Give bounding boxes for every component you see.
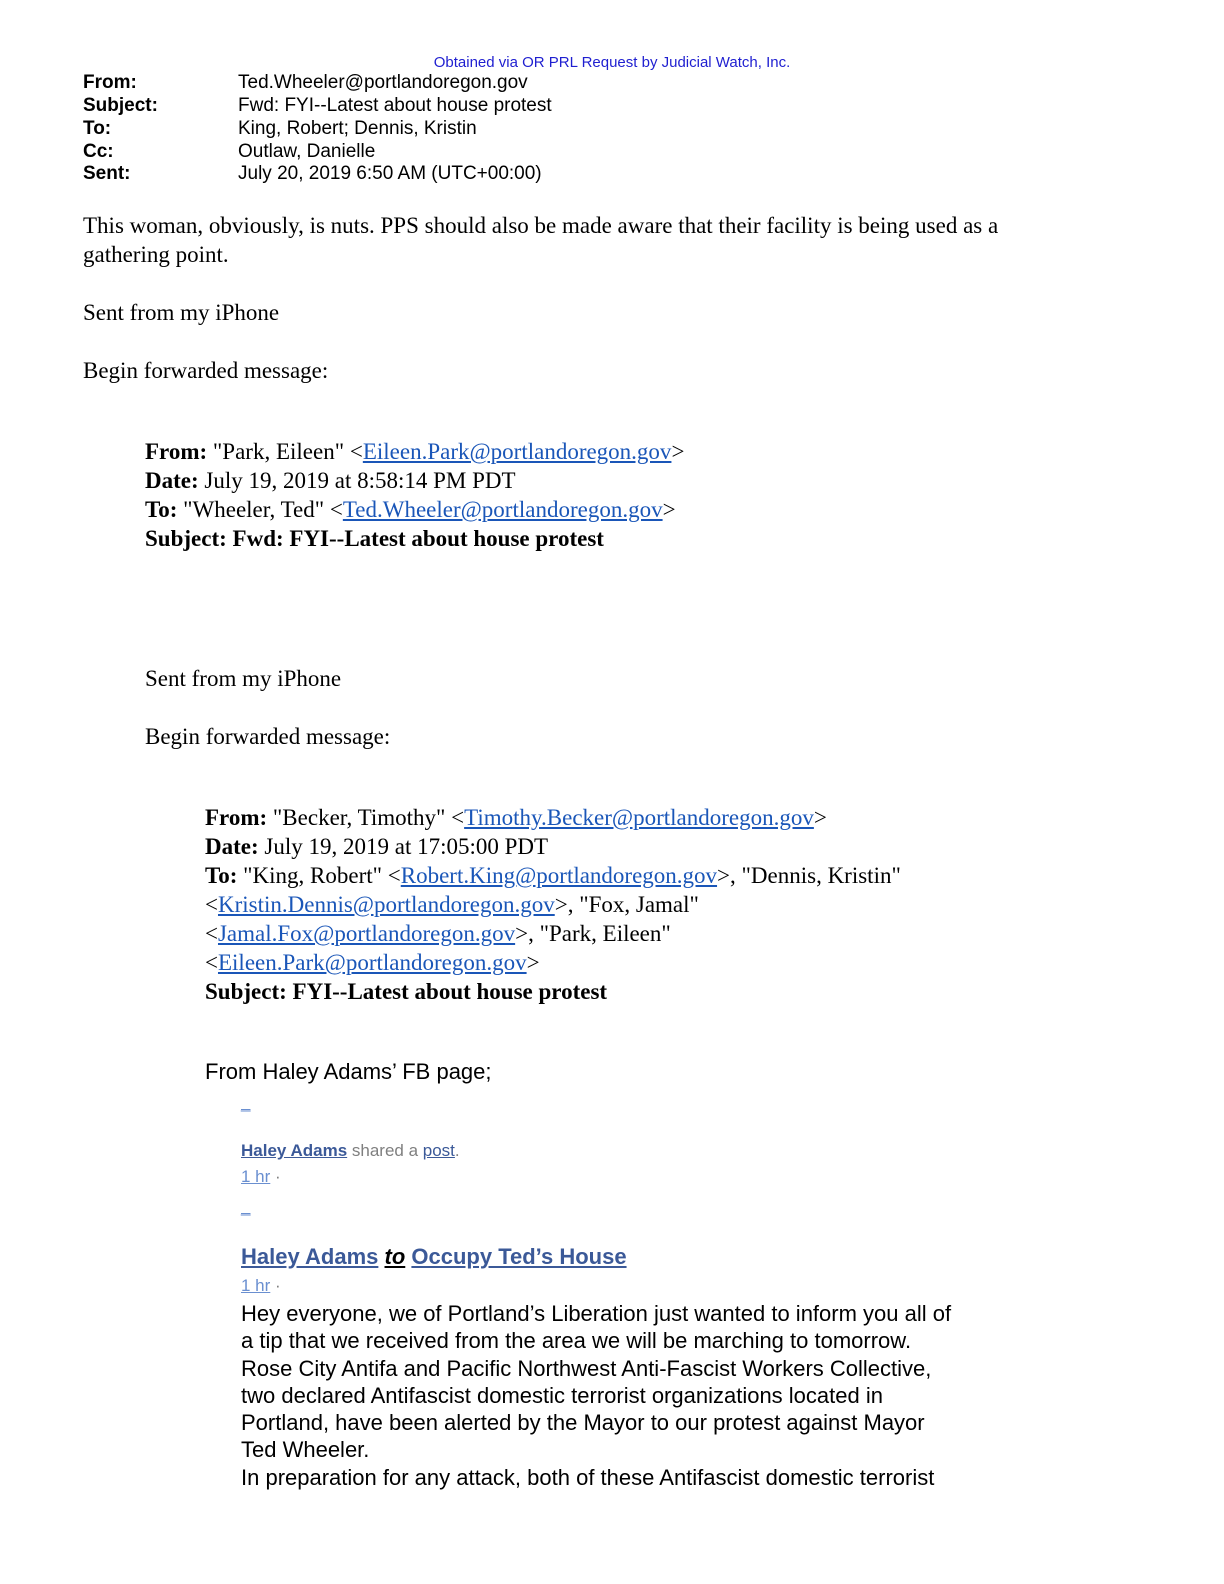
fb-dot-2: · xyxy=(270,1276,281,1295)
fwd1-from-label: From: xyxy=(145,439,208,464)
fb-time-link-1[interactable]: 1 hr xyxy=(241,1167,271,1186)
fb-shared-text: shared a xyxy=(347,1141,423,1160)
fwd2-to-label: To: xyxy=(205,863,238,888)
fb-post-link[interactable]: post xyxy=(422,1141,455,1160)
fwd2-to-part3: >, "Fox, Jamal" xyxy=(554,892,699,917)
fwd1-date-label: Date: xyxy=(145,468,199,493)
fb-poster-link[interactable]: Haley Adams xyxy=(241,1141,348,1160)
fwd1-subject-label: Subject: xyxy=(145,526,227,551)
body-signature: Sent from my iPhone xyxy=(83,300,280,325)
fb-body-line: Hey everyone, we of Portland’s Liberation just wanted to inform you all of xyxy=(241,1301,952,1326)
fb-body-line: Rose City Antifa and Pacific Northwest Anti-Fascist Workers Collective, xyxy=(241,1355,932,1381)
fwd2-from-close: > xyxy=(813,805,827,830)
fb-time-link-2[interactable]: 1 hr xyxy=(241,1276,271,1295)
fwd1-signature: Sent from my iPhone xyxy=(145,666,342,691)
fwd2-subject-label: Subject: xyxy=(205,979,287,1004)
fwd2-to-email-link-4[interactable]: Eileen.Park@portlandoregon.gov xyxy=(217,950,527,975)
body-line-1: This woman, obviously, is nuts. PPS should also be made aware that their facility is being used as a xyxy=(83,213,999,238)
fwd2-to-close4: > xyxy=(526,950,540,975)
fb-marker-2[interactable]: _ xyxy=(241,1197,251,1216)
fwd1-subject-row xyxy=(145,524,604,553)
fb-body-line: Portland, have been alerted by the Mayor to our protest against Mayor xyxy=(241,1410,925,1436)
fwd1-to-row xyxy=(145,495,676,524)
fwd1-from-row xyxy=(145,437,684,466)
header-sent-label: Sent: xyxy=(83,163,131,184)
fwd2-to-open2: < xyxy=(205,892,218,917)
fb-time-row-1 xyxy=(241,1167,281,1187)
fwd2-to-email-link-3[interactable]: Jamal.Fox@portlandoregon.gov xyxy=(217,921,516,946)
fwd1-subject-value: Fwd: FYI--Latest about house protest xyxy=(226,526,604,551)
header-to-label: To: xyxy=(83,118,112,139)
header-from-value: Ted.Wheeler@portlandoregon.gov xyxy=(238,72,528,93)
fwd1-date-value: July 19, 2019 at 8:58:14 PM PDT xyxy=(198,468,516,493)
fb-title-row xyxy=(241,1244,627,1270)
header-sent-value: July 20, 2019 6:50 AM (UTC+00:00) xyxy=(238,163,542,184)
fwd2-subject-value: FYI--Latest about house protest xyxy=(286,979,608,1004)
fwd2-to-row-3 xyxy=(205,919,671,948)
fwd2-to-open4: < xyxy=(205,950,218,975)
body-forward-intro: Begin forwarded message: xyxy=(83,358,329,383)
fb-post-body xyxy=(241,1300,1001,1491)
fb-body-line: two declared Antifascist domestic terrorist organizations located in xyxy=(241,1382,883,1408)
fwd2-from-row xyxy=(205,803,827,832)
fwd2-date-label: Date: xyxy=(205,834,259,859)
fwd2-date-row xyxy=(205,832,548,861)
fwd1-from-close: > xyxy=(671,439,685,464)
fwd2-to-email-link-1[interactable]: Robert.King@portlandoregon.gov xyxy=(400,863,718,888)
header-cc-value: Outlaw, Danielle xyxy=(238,141,376,162)
fwd2-to-email-link-2[interactable]: Kristin.Dennis@portlandoregon.gov xyxy=(217,892,555,917)
fb-author-link[interactable]: Haley Adams xyxy=(241,1244,379,1269)
fwd1-to-label: To: xyxy=(145,497,178,522)
fwd1-date-row xyxy=(145,466,516,495)
fb-time-row-2 xyxy=(241,1276,281,1296)
fb-period: . xyxy=(454,1141,460,1160)
fb-to-word: to xyxy=(384,1244,406,1269)
fwd2-from-email-link[interactable]: Timothy.Becker@portlandoregon.gov xyxy=(464,805,814,830)
fb-marker-1[interactable]: _ xyxy=(241,1093,251,1112)
fwd2-to-row-4 xyxy=(205,948,540,977)
header-from-label: From: xyxy=(83,72,137,93)
fb-body-line: Ted Wheeler. xyxy=(241,1437,370,1463)
fwd2-to-part4: >, "Park, Eileen" xyxy=(515,921,671,946)
header-subject-value: Fwd: FYI--Latest about house protest xyxy=(238,95,552,116)
fwd2-to-row-1 xyxy=(205,861,901,890)
header-to-value: King, Robert; Dennis, Kristin xyxy=(238,118,477,139)
fwd2-from-name: "Becker, Timothy" < xyxy=(267,805,465,830)
header-cc-label: Cc: xyxy=(83,141,114,162)
fwd2-date-value: July 19, 2019 at 17:05:00 PDT xyxy=(258,834,549,859)
fwd1-from-name: "Park, Eileen" < xyxy=(207,439,363,464)
fwd1-forward-intro: Begin forwarded message: xyxy=(145,724,391,749)
fwd2-from-label: From: xyxy=(205,805,268,830)
fb-body-line: In preparation for any attack, both of these Antifascist domestic terrorist xyxy=(241,1464,935,1490)
fwd2-intro: From Haley Adams’ FB page; xyxy=(205,1059,492,1084)
fwd2-subject-row xyxy=(205,977,607,1006)
fwd2-to-part2: >, "Dennis, Kristin" xyxy=(717,863,901,888)
watermark: Obtained via OR PRL Request by Judicial Watch, Inc. xyxy=(433,54,791,71)
fb-group-link[interactable]: Occupy Ted’s House xyxy=(411,1244,627,1269)
fwd1-to-email-link[interactable]: Ted.Wheeler@portlandoregon.gov xyxy=(342,497,663,522)
header-subject-label: Subject: xyxy=(83,95,158,116)
fb-body-line: a tip that we received from the area we will be marching to tomorrow. xyxy=(241,1328,912,1354)
fwd1-to-close: > xyxy=(662,497,676,522)
fwd1-from-email-link[interactable]: Eileen.Park@portlandoregon.gov xyxy=(362,439,672,464)
fb-share-line xyxy=(241,1141,460,1161)
fwd2-to-open3: < xyxy=(205,921,218,946)
fb-dot-1: · xyxy=(270,1167,281,1186)
fwd2-to-part1: "King, Robert" < xyxy=(237,863,401,888)
fwd2-to-row-2 xyxy=(205,890,699,919)
body-line-2: gathering point. xyxy=(83,242,229,267)
fwd1-to-name: "Wheeler, Ted" < xyxy=(177,497,343,522)
